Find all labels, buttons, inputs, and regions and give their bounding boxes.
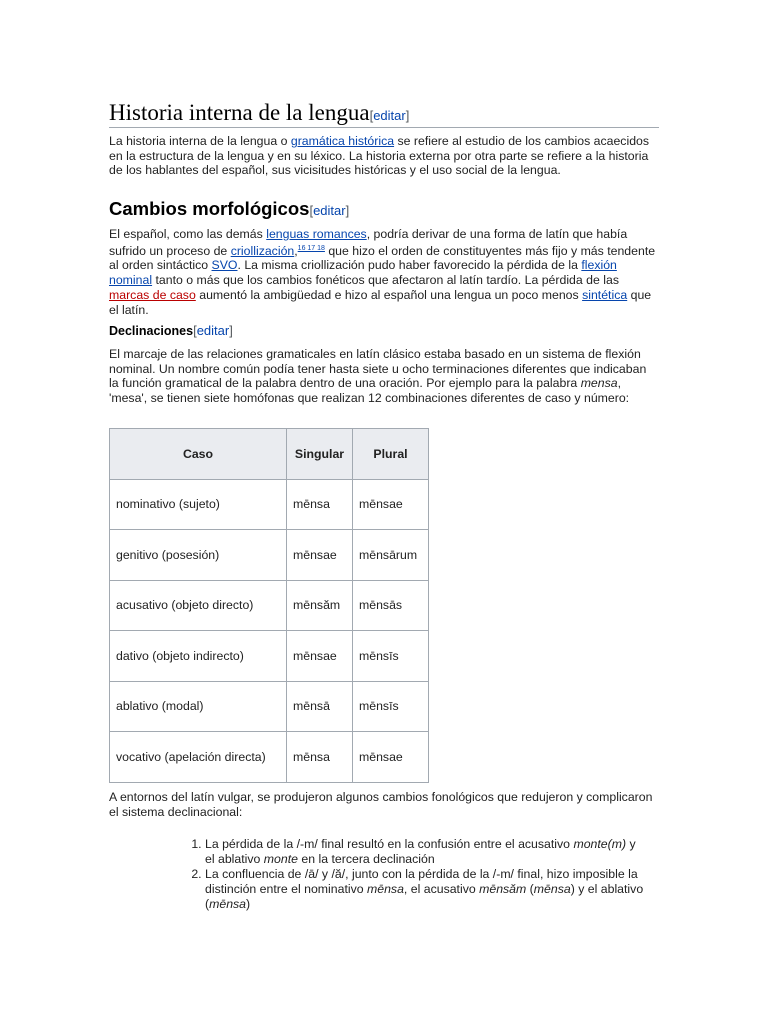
link-marcas-de-caso[interactable]: marcas de caso <box>109 287 196 302</box>
table-cell: genitivo (posesión) <box>110 530 287 581</box>
table-row <box>110 479 429 530</box>
header-caso: Caso <box>110 429 287 480</box>
section-heading <box>109 99 659 128</box>
reference-marker <box>298 245 325 252</box>
link-sintetica[interactable]: sintética <box>582 287 628 302</box>
heading-title: Historia interna de la lengua <box>109 100 370 125</box>
table-cell: mēnsa <box>287 479 353 530</box>
declinaciones-paragraph: El marcaje de las relaciones gramaticales en latín clásico estaba basado en un sistema de flexión nominal. Un nombre común podía tener hasta siete u ocho terminaciones diferentes que indicaban la función gramatical de la palabra dentro de una oración. Por ejemplo para la palabra mensa, 'mesa', se tienen siete homófonas que realizan 12 combinaciones diferentes de caso y número: <box>109 347 647 406</box>
reference-link[interactable]: 16 17 18 <box>297 244 325 252</box>
table-cell: mēnsārum <box>353 530 429 581</box>
table-row <box>110 681 429 732</box>
link-flexion-nominal[interactable]: flexión nominal <box>109 258 617 288</box>
table-cell: nominativo (sujeto) <box>110 479 287 530</box>
table-cell: acusativo (objeto directo) <box>110 580 287 631</box>
link-gramatica-historica[interactable]: gramática histórica <box>290 134 395 148</box>
after-table-paragraph: A entornos del latín vulgar, se produjeron algunos cambios fonológicos que redujeron y complicaron el sistema declinacional: <box>109 790 653 819</box>
edit-link[interactable]: editar <box>196 323 230 338</box>
edit-link[interactable]: editar <box>313 203 346 218</box>
header-plural: Plural <box>353 429 429 480</box>
edit-link[interactable]: editar <box>373 108 406 123</box>
changes-list <box>181 837 645 913</box>
intro-paragraph: La historia interna de la lengua o gramática histórica se refiere al estudio de los cambios acaecidos en la estructura de la lengua y en su léxico. La historia externa por otra parte se refiere a la historia de los hablantes del español, sus vicisitudes históricas y el uso social de la lengua. <box>109 134 650 178</box>
edit-section-link: [editar] <box>369 108 410 123</box>
table-cell: mēnsā <box>287 681 353 732</box>
table-cell: mēnsae <box>287 631 353 682</box>
cambios-paragraph: El español, como las demás lenguas romances, podría derivar de una forma de latín que había sufrido un proceso de criollización,$^{16 17 18}$ que hizo el orden de constituyentes más fijo y más tendente al orden sintáctico SVO. La misma criollización pudo haber favorecido la pérdida de la flexión nominal tanto o más que los cambios fonéticos que afectaron al latín tardío. La pérdida de las marcas de caso aumentó la ambigüedad e hizo al español una lengua un poco menos sintética que el latín. <box>109 227 656 317</box>
table-cell: vocativo (apelación directa) <box>110 732 287 783</box>
list-item: 2. La confluencia de /ā/ y /ă/, junto con la pérdida de la /-m/ final, hizo imposible la distinción entre el nominativo mēnsa, el acusativo mēnsăm (mēnsa) y el ablativo (mēnsa) <box>205 867 645 911</box>
link-svo[interactable]: SVO <box>211 258 238 273</box>
table-cell: mēnsăm <box>287 580 353 631</box>
table-row <box>110 580 429 631</box>
table-row <box>110 631 429 682</box>
list-item: 1. La pérdida de la /-m/ final resultó en la confusión entre el acusativo monte(m) y el ablativo monte en la tercera declinación <box>205 837 645 866</box>
table-cell: ablativo (modal) <box>110 681 287 732</box>
link-lenguas-romances[interactable]: lenguas romances <box>266 227 367 241</box>
table-row <box>110 530 429 581</box>
header-singular: Singular <box>287 429 353 480</box>
table-cell: mēnsīs <box>353 631 429 682</box>
table-cell: dativo (objeto indirecto) <box>110 631 287 682</box>
table-row <box>110 732 429 783</box>
subheading-cambios: Cambios morfológicos[editar] <box>109 198 350 219</box>
subheading-declinaciones: Declinaciones[editar] <box>109 323 233 338</box>
table-cell: mēnsa <box>287 732 353 783</box>
table-header-row <box>110 429 429 480</box>
table-cell: mēnsās <box>353 580 429 631</box>
declension-table <box>109 428 429 783</box>
table-cell: mēnsae <box>287 530 353 581</box>
link-criollizacion[interactable]: criollización <box>230 243 295 258</box>
table-cell: mēnsae <box>353 732 429 783</box>
table-cell: mēnsae <box>353 479 429 530</box>
table-cell: mēnsīs <box>353 681 429 732</box>
